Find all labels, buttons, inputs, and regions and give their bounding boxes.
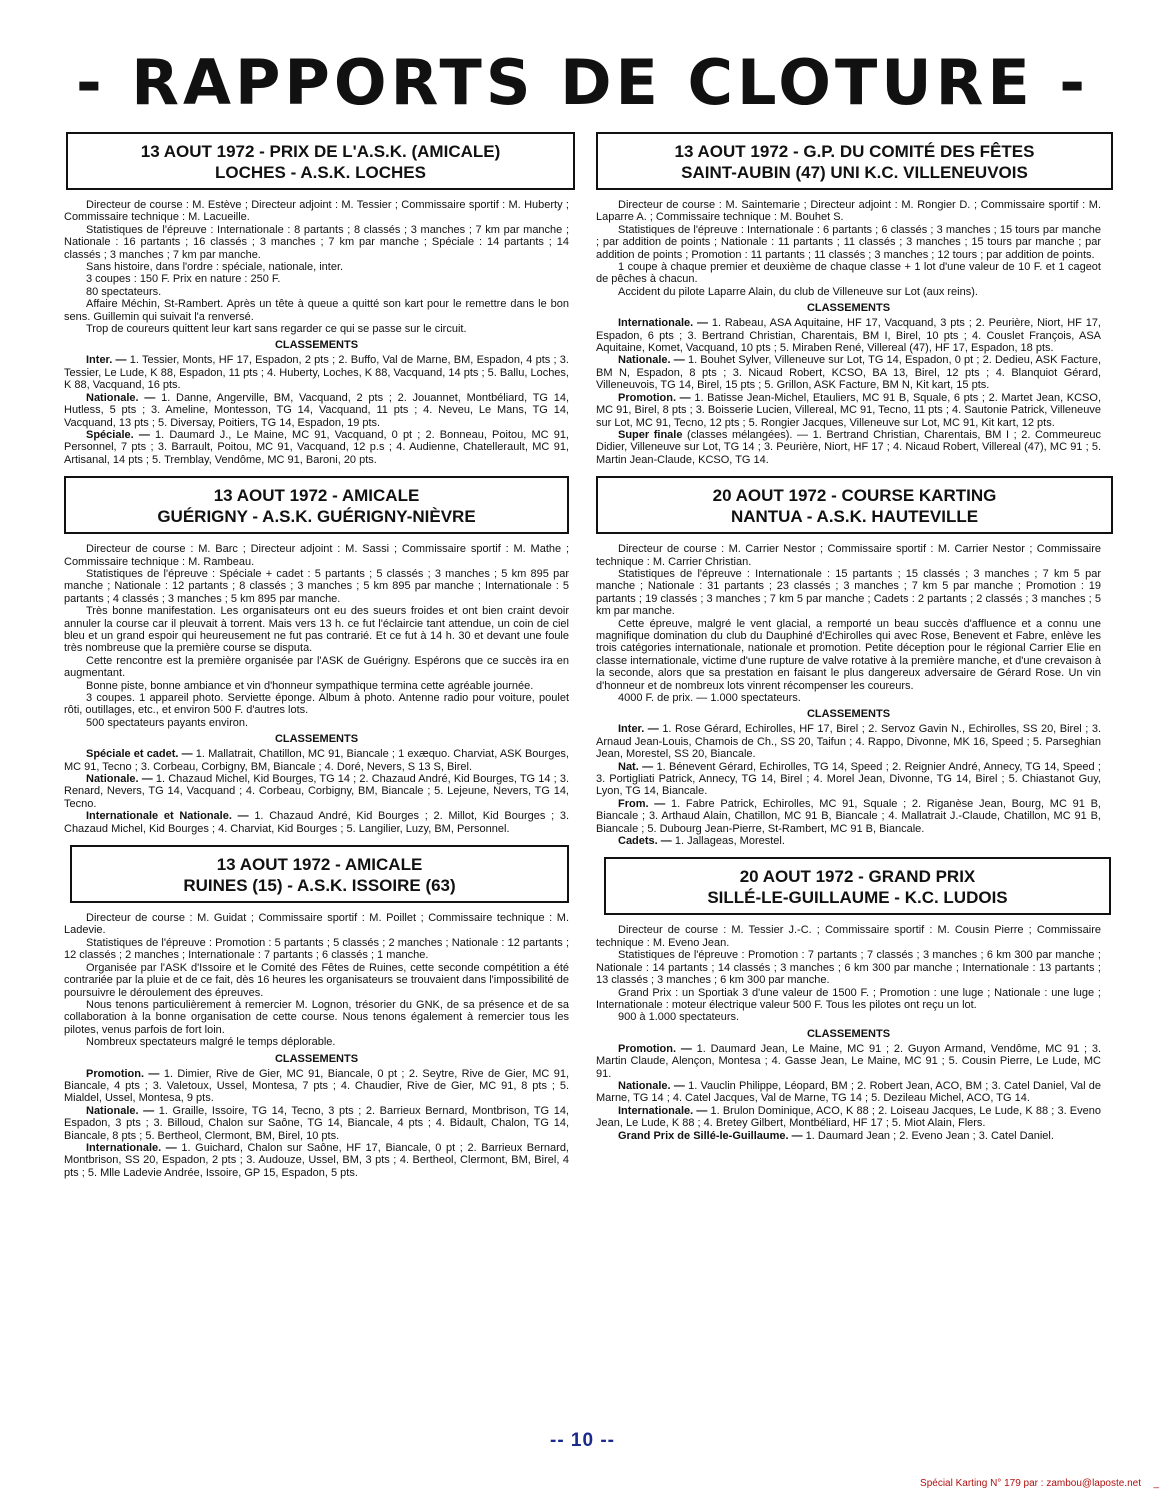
result-text: 1. Daumard J., Le Maine, MC 91, Vacquand, 0 pt ; 2. Bonneau, Poitou, MC 91, Personnel, 7 pts ; 3. Barrault, Poitou, MC 91, Vacquand, 12 p.s ; 4. Audienne, Chatellerault, MC 91, Artisanal, 14 pts ; 5. Tremblay, Vendôme, MC 91, Baroni, 20 pts. [64, 428, 569, 466]
result-category: Nationale. — [86, 1104, 155, 1117]
report-saint-aubin [596, 132, 1101, 466]
result-entry [596, 392, 1101, 429]
paragraph: Accident du pilote Laparre Alain, du club de Villeneuve sur Lot (aux reins). [618, 285, 978, 298]
right-column [596, 132, 1101, 1142]
result-entry [596, 798, 1101, 835]
result-category: Internationale et Nationale. — [86, 810, 249, 823]
result-category: Internationale. — [86, 1141, 177, 1154]
result-entry [596, 723, 1101, 760]
result-category: Internationale. — [618, 1104, 708, 1117]
result-text: 1. Graille, Issoire, TG 14, Tecno, 3 pts ; 2. Barrieux Bernard, Montbrison, TG 14, Espadon, 3 pts ; 3. Billoud, Chalon sur Saône, TG 14, Biancale, 4 pts ; 4. Bidault, Chalon, TG 14, Biancale, 8 pts ; 5. Bertheol, Clermont, BM, Birel, 10 pts. [64, 1104, 569, 1142]
paragraph: Directeur de course : M. Carrier Nestor ; Commissaire sportif : M. Carrier Nestor ; Commissaire technique : M. Carrier Christian. [596, 543, 1101, 568]
report-heading-line-2: GUÉRIGNY - A.S.K. GUÉRIGNY-NIÈVRE [157, 507, 476, 527]
result-entry [64, 429, 569, 466]
paragraph: Nous tenons particulièrement à remercier M. Lognon, trésorier du GNK, de sa présence et de sa collaboration à la bonne organisation de cette course. Nous tenons également à remercier tous les pilotes, venus parfois de fort loin. [64, 998, 569, 1036]
report-heading [70, 845, 569, 903]
result-text: 1. Bouhet Sylver, Villeneuve sur Lot, TG 14, Espadon, 0 pt ; 2. Dedieu, ASK Facture, BM N, Espadon, 8 pts ; 3. Nicaud Robert, KCSO, BA 13, Birel, 12 pts ; 4. Blanquiot Gérard, Villeneuvois, TG 14, Birel, 15 pts ; 5. Grillon, ASK Facture, BM N, Kit kart, 15 pts. [596, 354, 1101, 392]
paragraph: 1 coupe à chaque premier et deuxième de chaque classe + 1 lot d'une valeur de 10 F. et 1 cageot de pêches à chacun. [596, 261, 1101, 286]
result-entry [596, 1130, 1101, 1142]
result-category: Spéciale et cadet. — [86, 748, 193, 761]
result-entry [64, 748, 569, 773]
result-entry [596, 835, 1101, 847]
classements-heading: CLASSEMENTS [274, 733, 359, 746]
report-loches [64, 132, 569, 466]
paragraph: Directeur de course : M. Saintemarie ; Directeur adjoint : M. Rongier D. ; Commissaire sportif : M. Laparre A. ; Commissaire technique : M. Bouhet S. [596, 199, 1101, 224]
paragraph: 3 coupes : 150 F. Prix en nature : 250 F. [86, 273, 281, 286]
result-entry [596, 429, 1101, 466]
result-text: (classes mélangées). — 1. Bertrand Christian, Charentais, BM I ; 2. Commeureuc Didier, Villeneuve sur Lot, TG 14 ; 3. Peurière, Niort, HF 17 ; 4. Nicaud Robert, Villereal (47), MC 91 ; 5. Martin Jean-Claude, KCSO, TG 14. [596, 428, 1102, 466]
paragraph: Nombreux spectateurs malgré le temps déplorable. [86, 1036, 336, 1049]
paragraph: 4000 F. de prix. — 1.000 spectateurs. [618, 692, 801, 704]
result-category: Inter. — [86, 354, 127, 367]
paragraph: Grand Prix : un Sportiak 3 d'une valeur de 1500 F. ; Promotion : une luge ; Nationale : une luge ; Internationale : moteur électrique valeur 500 F. Tous les pilotes ont reçu un lot. [596, 986, 1101, 1011]
report-heading-line-2: NANTUA - A.S.K. HAUTEVILLE [730, 507, 979, 527]
classements-heading: CLASSEMENTS [274, 1052, 359, 1065]
result-category: Promotion. — [618, 391, 691, 404]
paragraph: Très bonne manifestation. Les organisateurs ont eu des sueurs froides et ont bien craint devoir annuler la course car il pleuvait à torrent. Mais vers 13 h. ce fut l'éclaircie tant attendue, un coin de ciel bleu et un grand espoir qui heureusement ne fut pas contrarié. Et ce fut à 14 h. 30 et devant une foule très nombreuse que la première course se disputa. [64, 605, 569, 655]
result-entry [64, 773, 569, 810]
report-heading-line-1: 13 AOUT 1972 - PRIX DE L'A.S.K. (AMICALE) [140, 142, 501, 161]
paragraph: Sans histoire, dans l'ordre : spéciale, nationale, inter. [86, 261, 344, 274]
paragraph: Cette épreuve, malgré le vent glacial, a remporté un beau succès d'affluence et a connu une magnifique domination du club du Dauphiné d'Echirolles qui avec Rose, Benevent et Fabre, enlève les trois catégories internationale, nationale et promotion. Petite déception pour le régional Carrier Elie en classe internationale, victime d'une rupture de valve rotative à la première manche, et d'une crevaison à la seconde, alors que sa prestation en faisant le plus dangereux adversaire de Gérard Rose. Un vin d'honneur et de nombreux lots vinrent récompenser les coureurs. [596, 617, 1101, 692]
report-guerigny [64, 476, 569, 835]
result-text: 1. Danne, Angerville, BM, Vacquand, 2 pts ; 2. Jouannet, Montbéliard, TG 14, Hutless, 5 pts ; 3. Ameline, Montesson, TG 14, Vacquand, 11 pts ; 4. Neveu, Le Mans, TG 14, Vacquand, 13 pts ; 5. Diversay, Poitiers, TG 14, Espadon, 19 pts. [64, 391, 570, 429]
result-entry [596, 1105, 1101, 1130]
paragraph: Bonne piste, bonne ambiance et vin d'honneur sympathique termina cette agréable journée. [86, 679, 534, 692]
result-category: Nationale. — [86, 773, 153, 786]
result-category: Nationale. — [618, 354, 685, 367]
credit-line: Spécial Karting N° 179 par : zambou@laposte.net [920, 1478, 1141, 1489]
result-text: 1. Jallageas, Morestel. [674, 835, 785, 848]
report-heading-line-1: 13 AOUT 1972 - G.P. DU COMITÉ DES FÊTES [674, 142, 1035, 161]
result-text: 1. Batisse Jean-Michel, Etauliers, MC 91 B, Squale, 6 pts ; 2. Martet Jean, KCSO, MC 91, Birel, 8 pts ; 3. Boisserie Lucien, Villereal, MC 91, Tecno, 11 pts ; 4. Sautonie Patrick, Villeneuve sur Lot, MC 91, Tecno, 12 pts ; 5. Rongier Jacques, Villeneuve sur Lot, MC 91, Kit kart, 12 pts. [596, 391, 1102, 429]
report-heading-line-1: 13 AOUT 1972 - AMICALE [213, 486, 420, 506]
paragraph: 80 spectateurs. [86, 285, 162, 298]
result-category: Promotion. — [618, 1042, 692, 1055]
paragraph: Affaire Méchin, St-Rambert. Après un tête à queue a quitté son kart pour le remettre dans le bon sens. Guillemin qui suivait l'a renversé. [64, 298, 569, 323]
paragraph: Organisée par l'ASK d'Issoire et le Comité des Fêtes de Ruines, cette seconde compétition a été contrariée par la pluie et de ce fait, dès 16 heures les organisateurs se trouvaient dans l'impossibilité de poursuivre le déroulement des épreuves. [64, 961, 569, 999]
report-heading-line-2: LOCHES - A.S.K. LOCHES [215, 163, 426, 182]
result-category: Inter. — [618, 723, 659, 736]
result-text: 1. Vauclin Philippe, Léopard, BM ; 2. Robert Jean, ACO, BM ; 3. Catel Daniel, Val de Marne, TG 14 ; 4. Catel Jacques, Val de Marne, TG 14 ; 5. Dezileau Michel, ACO, TG 14. [596, 1079, 1101, 1105]
result-text: 1. Chazaud Michel, Kid Bourges, TG 14 ; 2. Chazaud André, Kid Bourges, TG 14 ; 3. Renard, Nevers, TG 14, Vacquand ; 4. Corbeau, Corbigny, BM, Biancale ; 5. Lejeune, Nevers, TG 14, Tecno. [64, 773, 570, 810]
paragraph: 3 coupes. 1 appareil photo. Serviette éponge. Album à photo. Antenne radio pour voiture, poulet rôti, outillages, etc., et environ 500 F. d'autres lots. [64, 692, 569, 717]
report-heading-line-1: 20 AOUT 1972 - COURSE KARTING [712, 486, 997, 506]
paragraph: 500 spectateurs payants environ. [86, 716, 249, 729]
report-heading [604, 857, 1111, 915]
paragraph: Statistiques de l'épreuve : Promotion : 7 partants ; 7 classés ; 3 manches ; 6 km 300 par manche ; Nationale : 14 partants ; 14 classés ; 3 manches ; 6 km 300 par manche ; Internationale : 13 partants ; 13 classés ; 3 manches ; 6 km 300 par manche. [596, 949, 1101, 987]
paragraph: Statistiques de l'épreuve : Promotion : 5 partants ; 5 classés ; 2 manches ; Nationale : 12 partants ; 12 classés ; 2 manches ; Internationale : 7 partants ; 6 classés ; 1 manche. [64, 936, 569, 962]
paragraph: Statistiques de l'épreuve : Internationale : 8 partants ; 8 classés ; 3 manches ; 7 km par manche ; Nationale : 16 partants ; 16 classés ; 3 manches ; 7 km par manche ; Spéciale : 14 partants ; 14 classés ; 3 manches ; 7 km par manche. [64, 223, 569, 261]
report-heading-line-1: 20 AOUT 1972 - GRAND PRIX [739, 867, 976, 887]
classements-heading: CLASSEMENTS [806, 708, 891, 721]
result-text: 1. Mallatrait, Chatillon, MC 91, Biancale ; 1 exæquo. Charviat, ASK Bourges, MC 91, Tecno ; 3. Corbeau, Corbigny, BM, Biancale ; 4. Doré, Nevers, S 13 S, Birel. [64, 748, 569, 773]
result-text: 1. Daumard Jean ; 2. Eveno Jean ; 3. Catel Daniel. [805, 1129, 1054, 1142]
result-text: 1. Rose Gérard, Echirolles, HF 17, Birel ; 2. Servoz Gavin N., Echirolles, SS 20, Birel ; 3. Arnaud Jean-Louis, Chamois de Ch., SS 20, Taifun ; 4. Rappo, Divonne, MK 16, Speed ; 5. Parseghian Jean, Morestel, SS 20, Biancale. [596, 723, 1101, 761]
result-text: 1. Chazaud André, Kid Bourges ; 2. Millot, Kid Bourges ; 3. Chazaud Michel, Kid Bourges ; 4. Charviat, Kid Bourges ; 5. Langilier, Luzy, BM, Personnel. [64, 810, 569, 835]
result-text: 1. Tessier, Monts, HF 17, Espadon, 2 pts ; 2. Buffo, Val de Marne, BM, Espadon, 4 pts ; 3. Tessier, Le Lude, K 88, Espadon, 11 pts ; 4. Huberty, Loches, K 88, Vacquand, 14 pts ; 5. Ballu, Loches, K 88, Vacquand, 16 pts. [64, 354, 569, 392]
report-sille-le-guillaume [596, 857, 1101, 1142]
report-heading [66, 132, 575, 190]
result-category: Grand Prix de Sillé-le-Guillaume. — [618, 1129, 803, 1142]
result-category: From. — [618, 797, 666, 810]
report-heading [596, 476, 1113, 534]
result-entry [596, 1043, 1101, 1080]
result-text: 1. Guichard, Chalon sur Saône, HF 17, Biancale, 0 pt ; 2. Barrieux Bernard, Montbrison, SS 20, Espadon, 2 pts ; 3. Audouze, Ussel, BM, 3 pts ; 4. Bertheol, Clermont, BM, Birel, 4 pts ; 5. Mlle Ladevie Andrée, Issoire, GP 15, Espadon, 5 pts. [64, 1141, 569, 1179]
result-entry [64, 392, 569, 429]
result-category: Nationale. — [618, 1079, 685, 1092]
paragraph: Directeur de course : M. Tessier J.-C. ; Commissaire sportif : M. Cousin Pierre ; Commissaire technique : M. Eveno Jean. [596, 924, 1101, 949]
paragraph: Directeur de course : M. Guidat ; Commissaire sportif : M. Poillet ; Commissaire technique : M. Ladevie. [64, 912, 569, 937]
result-entry [596, 1080, 1101, 1105]
report-heading-line-2: RUINES (15) - A.S.K. ISSOIRE (63) [183, 876, 456, 896]
paragraph: Statistiques de l'épreuve : Internationale : 6 partants ; 6 classés ; 3 manches ; 15 tours par manche ; par addition de points ; Nationale : 11 partants ; 11 classés ; 3 manches ; 15 tours par manche ; par addition de points ; Promotion : 11 partants ; 11 classés ; 3 manches ; 12 tours ; par addition de points. [596, 223, 1101, 261]
report-heading [596, 132, 1113, 190]
report-nantua [596, 476, 1101, 847]
result-text: 1. Bénevent Gérard, Echirolles, TG 14, Speed ; 2. Reignier André, Annecy, TG 14, Speed ; 3. Portigliati Patrick, Annecy, TG 14, Birel ; 4. Morel Jean, Divonne, TG 14, Birel ; 5. Chiastanot Guy, Lyon, TG 14, Biancale. [596, 760, 1101, 798]
report-heading-line-2: SAINT-AUBIN (47) UNI K.C. VILLENEUVOIS [681, 163, 1028, 182]
page-number: -- 10 -- [550, 1430, 615, 1451]
page-title: - RAPPORTS DE CLOTURE - [75, 46, 1090, 119]
report-heading-line-2: SILLÉ-LE-GUILLAUME - K.C. LUDOIS [707, 888, 1008, 908]
classements-heading: CLASSEMENTS [274, 339, 359, 352]
result-entry [64, 1105, 569, 1142]
paragraph: Trop de coureurs quittent leur kart sans regarder ce qui se passe sur le circuit. [86, 323, 467, 336]
result-entry [64, 810, 569, 835]
result-category: Super finale [618, 428, 683, 441]
paragraph: Statistiques de l'épreuve : Internationale : 15 partants ; 15 classés ; 3 manches ; 7 km 5 par manche ; Nationale : 31 partants ; 23 classés ; 3 manches ; 7 km 5 par manche ; Promotion : 19 partants ; 19 classés ; 3 manches ; 7 km 5 par manche ; Cadets : 2 partants ; 2 classés ; 3 manches ; 5 km par manche. [596, 567, 1101, 618]
report-heading-line-1: 13 AOUT 1972 - AMICALE [216, 855, 423, 875]
result-category: Promotion. — [86, 1067, 160, 1080]
paragraph: Statistiques de l'épreuve : Spéciale + cadet : 5 partants ; 5 classés ; 3 manches ; 5 km 895 par manche ; Nationale : 12 partants ; 8 classés ; 3 manches ; 5 km 895 par manche ; Internationale : 5 partants ; 4 classés ; 3 manches ; 5 km 895 par manche. [64, 567, 569, 605]
result-text: 1. Brulon Dominique, ACO, K 88 ; 2. Loiseau Jacques, Le Lude, K 88 ; 3. Eveno Jean, Le Lude, K 88 ; 4. Bretey Gilbert, Montbéliard, HF 17 ; 5. Miot Alain, Flers. [596, 1104, 1101, 1130]
result-entry [64, 1068, 569, 1105]
result-entry [596, 317, 1101, 354]
left-column [64, 132, 569, 1179]
credit-mark: _ [1153, 1478, 1159, 1489]
result-entry [596, 761, 1101, 798]
paragraph: 900 à 1.000 spectateurs. [618, 1011, 740, 1024]
result-category: Nationale. — [86, 391, 156, 404]
report-ruines [64, 845, 569, 1179]
result-text: 1. Rabeau, ASA Aquitaine, HF 17, Vacquand, 3 pts ; 2. Peurière, Niort, HF 17, Espadon, 6 pts ; 3. Bertrand Christian, Charentais, BM I, Birel, 10 pts ; 4. Couslet François, ASA Aquitaine, Komet, Vacquand, 10 pts ; 5. Miraben René, Villereal (47), HF 17, Espadon, 18 pts. [596, 317, 1101, 355]
result-entry [64, 354, 569, 391]
classements-heading: CLASSEMENTS [806, 302, 891, 315]
paragraph: Directeur de course : M. Estève ; Directeur adjoint : M. Tessier ; Commissaire sportif : M. Huberty ; Commissaire technique : M. Lacueille. [64, 199, 569, 224]
result-entry [64, 1142, 569, 1179]
classements-heading: CLASSEMENTS [806, 1027, 891, 1040]
paragraph: Directeur de course : M. Barc ; Directeur adjoint : M. Sassi ; Commissaire sportif : M. Mathe ; Commissaire technique : M. Rambeau. [64, 543, 569, 568]
result-text: 1. Daumard Jean, Le Maine, MC 91 ; 2. Guyon Armand, Vendôme, MC 91 ; 3. Martin Claude, Alençon, Montesa ; 4. Gasse Jean, Le Maine, MC 91 ; 5. Cousin Pierre, Le Lude, MC 91. [596, 1042, 1102, 1080]
result-text: 1. Dimier, Rive de Gier, MC 91, Biancale, 0 pt ; 2. Seytre, Rive de Gier, MC 91, Biancale, 4 pts ; 3. Valetoux, Ussel, Montesa, 7 pts ; 4. Chaudier, Rive de Gier, MC 91, 8 pts ; 5. Mialdel, Ussel, Montesa, 9 pts. [64, 1067, 570, 1105]
paragraph: Cette rencontre est la première organisée par l'ASK de Guérigny. Espérons que ce succès ira en augmentant. [64, 654, 569, 680]
result-category: Nat. — [618, 760, 654, 773]
result-entry [596, 354, 1101, 391]
result-category: Internationale. — [618, 317, 709, 330]
result-text: 1. Fabre Patrick, Echirolles, MC 91, Squale ; 2. Riganèse Jean, Bourg, MC 91 B, Biancale ; 3. Arthaud Alain, Chatillon, MC 91 B, Biancale ; 4. Mallatrait J.-Claude, Chatillon, MC 91 B, Biancale ; 5. Dubourg Jean-Pierre, St-Rambert, MC 91 B, Biancale. [596, 797, 1101, 835]
result-category: Spéciale. — [86, 428, 150, 441]
result-category: Cadets. — [618, 835, 672, 848]
report-heading [64, 476, 569, 534]
